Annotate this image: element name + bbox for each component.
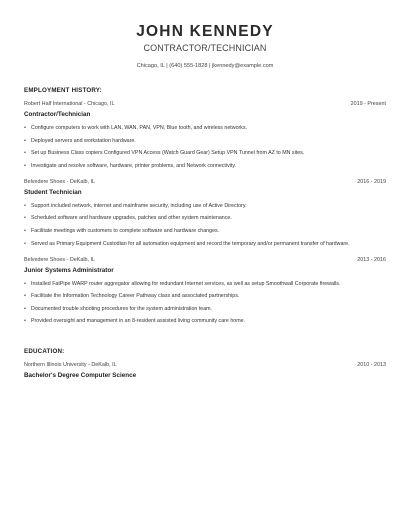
job-entry (24, 101, 386, 170)
education-school: Northern Illinois University - DeKalb, IL (24, 362, 117, 369)
contact-info: Chicago, IL | (640) 555-1828 | jkennedy@example.com (136, 63, 274, 69)
job-company: Belvedere Shoes - DeKalb, IL (24, 256, 96, 263)
job-bullet: • Provided oversight and management in an 8-resident assisted living community care home. (24, 318, 386, 325)
education-dates: 2010 - 2013 (357, 362, 386, 369)
job-company: Robert Half International - Chicago, IL (24, 101, 115, 107)
job-bullet: • Served as Primary Equipment Custodian for all automation equipment and record the temporary and/or permanent transfer of hardware. (24, 241, 386, 248)
job-bullets (24, 203, 386, 248)
job-bullet: • Support included network, internet and mainframe security, including use of Active Directory. (24, 203, 386, 210)
job-bullet: • Scheduled software and hardware upgrades, patches and other system maintenance. (24, 215, 386, 222)
job-dates: 2016 - 2019 (357, 178, 386, 185)
job-bullet: • Configure computers to work with LAN, WAN, PAN, VPN, Blue tooth, and wireless networks. (24, 125, 386, 132)
job-company: Belvedere Shoes - DeKalb, IL (24, 178, 96, 185)
job-bullets (24, 281, 386, 326)
job-bullet: • Documented trouble shooting procedures for the system administration team. (24, 306, 386, 313)
job-bullet: • Set up Business Class copiers Configured VPN Access (Watch Guard Gear) Setup VPN Tunnel from AZ to MN sites. (24, 150, 386, 157)
candidate-role: CONTRACTOR/TECHNICIAN (143, 43, 267, 53)
candidate-name: JOHN KENNEDY (136, 23, 274, 40)
job-bullet: • Facilitate the Information Technology Career Pathway class and associated partnerships. (24, 293, 386, 300)
job-title: Junior Systems Administrator (24, 266, 114, 274)
resume-header (24, 0, 386, 70)
job-entry (24, 257, 386, 326)
job-bullet: • Installed FatPipe WARP router aggregator allowing for redundant Internet services, as well as setup Smoothwall Corporate firewalls. (24, 281, 386, 288)
job-dates: 2019 - Present (350, 101, 386, 107)
job-bullet: • Deployed servers and workstation hardware. (24, 138, 386, 145)
job-title: Contractor/Technician (24, 111, 91, 118)
employment-heading: EMPLOYMENT HISTORY: (24, 87, 102, 94)
job-dates: 2013 - 2016 (357, 256, 386, 263)
education-entry (24, 362, 386, 380)
education-heading: EDUCATION: (24, 348, 65, 356)
job-bullet: • Investigate and resolve software, hardware, printer problems, and Network connectivity. (24, 163, 386, 170)
job-entry (24, 179, 386, 248)
job-bullets (24, 125, 386, 170)
job-bullet: • Facilitate meetings with customers to complete software and hardware changes. (24, 228, 386, 235)
education-degree: Bachelor's Degree Computer Science (24, 372, 137, 380)
job-title: Student Technician (24, 188, 82, 196)
